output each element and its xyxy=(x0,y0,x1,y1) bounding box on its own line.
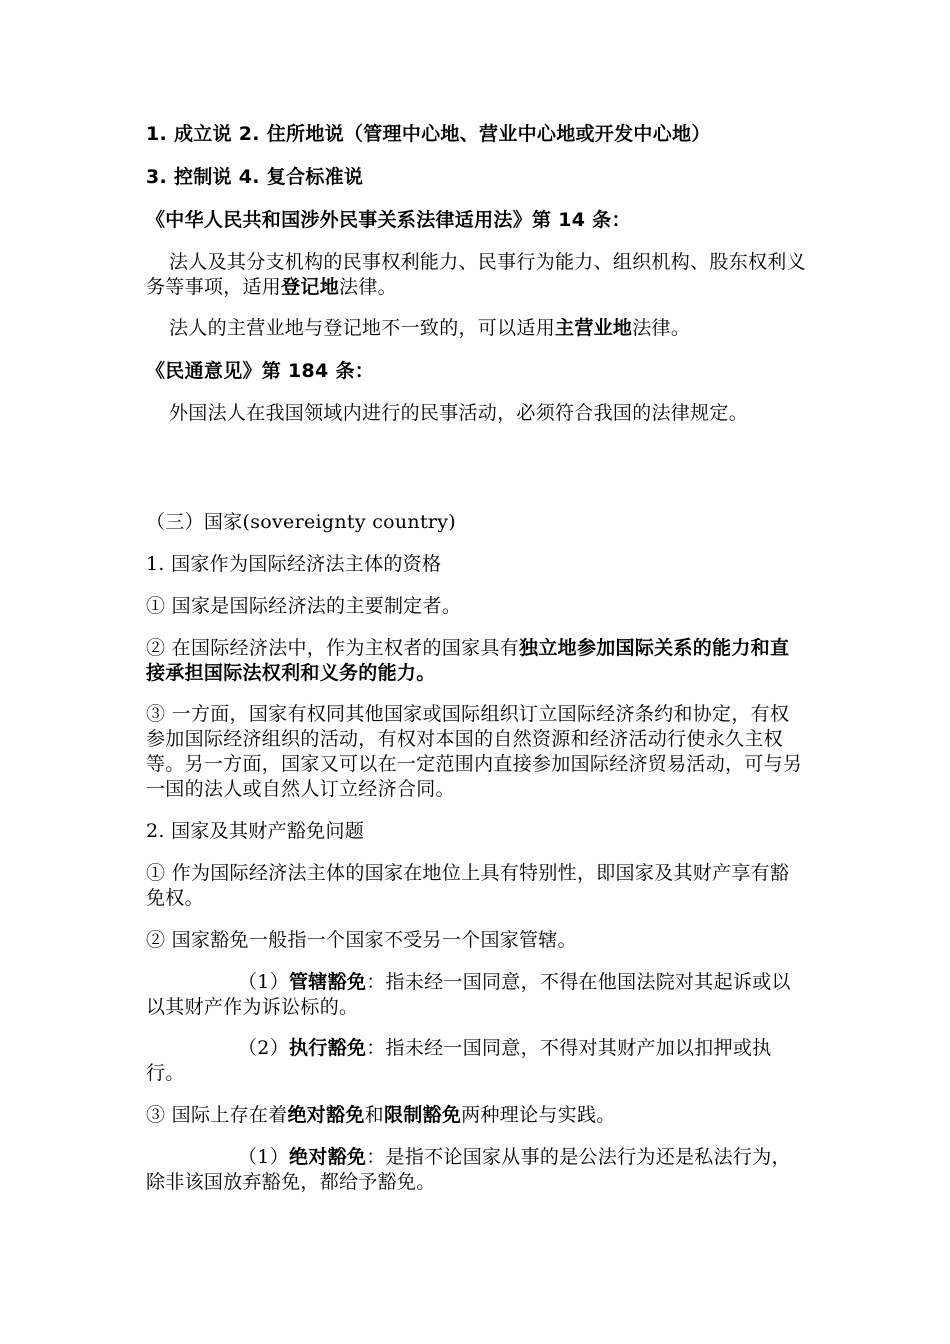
text-run: 法人的主营业地与登记地不一致的，可以适用 xyxy=(169,317,556,339)
bold-term: 执行豁免 xyxy=(289,1037,367,1059)
text-line: ③ 一方面，国家有权同其他国家或国际组织订立国际经济条约和协定，有权参加国际经济组织的活动，有权对本国的自然资源和经济活动行使永久主权等。另一方面，国家又可以在一定范围内直接参加国际经济贸易活动，可与另一国的法人或自然人订立经济合同。 xyxy=(146,703,803,800)
text-run: 和 xyxy=(364,1104,384,1126)
heading-law-article-14 xyxy=(146,208,808,233)
text-run: ：是指不论国家从事的是公法行为还是私法行为，除非该国放弃豁免，都给予豁免。 xyxy=(146,1146,791,1193)
bold-term: 绝对豁免 xyxy=(287,1104,365,1126)
item-3 xyxy=(146,702,808,802)
text-run: （1） xyxy=(238,971,289,993)
section-heading-state xyxy=(146,510,808,535)
text-line: 《民通意见》第 184 条： xyxy=(146,360,375,382)
text-run: 。 xyxy=(416,662,436,684)
text-run: 法人及其分支机构的民事权利能力、民事行为能力、组织机构、股东权利义务等事项，适用 xyxy=(146,251,806,298)
text-run: ② 在国际经济法中，作为主权者的国家具有 xyxy=(146,637,520,659)
paragraph-foreign-legal-person xyxy=(146,401,808,426)
bold-term: 限制豁免 xyxy=(383,1104,462,1126)
text-line: 2. 国家及其财产豁免问题 xyxy=(146,820,365,842)
text-run: 法律。 xyxy=(339,276,397,298)
absolute-immunity xyxy=(146,1145,808,1195)
text-line: 1. 成立说 2. 住所地说（管理中心地、营业中心地或开发中心地） xyxy=(146,123,711,145)
paragraph-legal-person-capacity xyxy=(146,250,808,300)
bold-term: 登记地 xyxy=(281,276,340,298)
item-1 xyxy=(146,594,808,619)
execution-immunity xyxy=(146,1036,808,1086)
immunity-item-1 xyxy=(146,861,808,911)
subheading-state-immunity xyxy=(146,819,808,844)
text-line: 《中华人民共和国涉外民事关系法律适用法》第 14 条： xyxy=(146,209,631,231)
text-line: 3. 控制说 4. 复合标准说 xyxy=(146,166,364,188)
item-2 xyxy=(146,636,808,686)
heading-article-184 xyxy=(146,359,808,384)
text-run: ：指未经一国同意，不得对其财产加以扣押或执行。 xyxy=(146,1037,772,1084)
text-line: （三）国家(sovereignty country) xyxy=(146,511,457,533)
bold-term: 绝对豁免 xyxy=(289,1146,367,1168)
text-line: ② 国家豁免一般指一个国家不受另一个国家管辖。 xyxy=(146,929,577,951)
bold-term: 管辖豁免 xyxy=(289,971,367,993)
immunity-item-2 xyxy=(146,928,808,953)
bold-term: 主营业地 xyxy=(555,317,633,339)
jurisdiction-immunity xyxy=(146,970,808,1020)
text-line: ① 作为国际经济法主体的国家在地位上具有特别性，即国家及其财产享有豁免权。 xyxy=(146,862,790,909)
text-run: 两种理论与实践。 xyxy=(461,1104,616,1126)
heading-legal-theories xyxy=(146,122,808,147)
paragraph-main-business-place xyxy=(146,316,808,341)
text-line: ① 国家是国际经济法的主要制定者。 xyxy=(146,595,462,617)
text-run: （2） xyxy=(238,1037,289,1059)
bold-term: 独立地参加国际关系的能力和直接承担国际法权利和义务的能力 xyxy=(146,637,790,684)
immunity-item-3 xyxy=(146,1103,808,1128)
heading-legal-theories-2 xyxy=(146,165,808,190)
subheading-state-qualification xyxy=(146,552,808,577)
text-run: ：指未经一国同意，不得在他国法院对其起诉或以以其财产作为诉讼标的。 xyxy=(146,971,791,1018)
text-line: 外国法人在我国领域内进行的民事活动，必须符合我国的法律规定。 xyxy=(169,402,749,424)
text-line: 1. 国家作为国际经济法主体的资格 xyxy=(146,553,442,575)
text-run: ③ 国际上存在着 xyxy=(146,1104,288,1126)
text-run: 法律。 xyxy=(632,317,691,339)
text-run: （1） xyxy=(238,1146,289,1168)
